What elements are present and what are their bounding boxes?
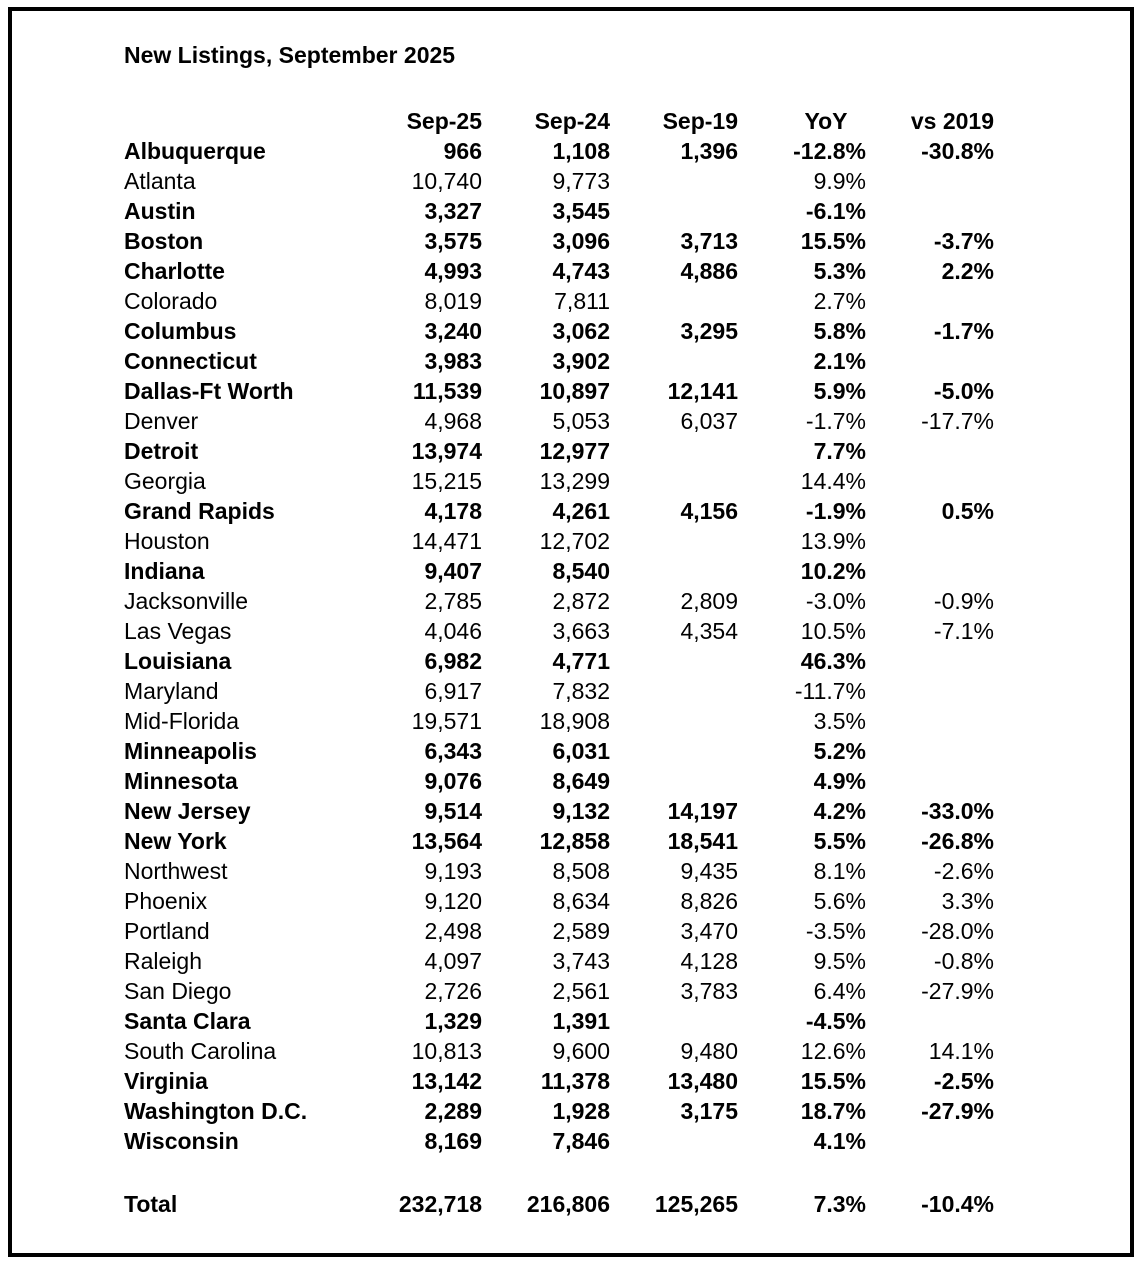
cell-yoy: 9.5% [813,948,866,974]
cell-sep-19: 1,396 [680,138,738,164]
cell-sep-19 [618,1126,738,1156]
cell-sep-24: 1,928 [552,1098,610,1124]
cell-vs-2019: -27.9% [921,1098,994,1124]
header-vs-2019: vs 2019 [910,108,994,134]
total-sep-24: 216,806 [526,1191,610,1217]
cell-vs-2019 [874,1006,994,1036]
cell-vs-2019: -3.7% [933,228,994,254]
cell-sep-25: 8,169 [424,1128,482,1154]
cell-sep-25: 3,240 [424,318,482,344]
cell-yoy: -1.7% [805,408,866,434]
cell-yoy: 18.7% [800,1098,866,1124]
table-row [0,826,1144,856]
row-market-name: Georgia [124,468,206,494]
cell-sep-24: 3,663 [552,618,610,644]
table-row [0,556,1144,586]
cell-vs-2019: -33.0% [921,798,994,824]
cell-sep-19 [618,736,738,766]
cell-sep-19: 3,783 [680,978,738,1004]
cell-sep-25: 2,289 [424,1098,482,1124]
table-row [0,616,1144,646]
cell-sep-19 [618,766,738,796]
cell-sep-25: 6,982 [424,648,482,674]
cell-sep-25: 1,329 [424,1008,482,1034]
cell-sep-24: 11,378 [540,1068,610,1094]
row-market-name: Raleigh [124,948,202,974]
cell-sep-25: 2,785 [424,588,482,614]
cell-yoy: -3.5% [805,918,866,944]
header-sep-19: Sep-19 [662,108,738,134]
cell-yoy: 4.9% [813,768,866,794]
cell-yoy: 12.6% [800,1038,866,1064]
cell-sep-25: 6,343 [424,738,482,764]
cell-sep-19: 2,809 [680,588,738,614]
table-row [0,886,1144,916]
cell-sep-24: 12,858 [539,828,610,854]
cell-sep-24: 1,108 [552,138,610,164]
table-row [0,916,1144,946]
row-market-name: Santa Clara [124,1008,251,1034]
cell-vs-2019: -2.6% [933,858,994,884]
cell-yoy: 46.3% [800,648,866,674]
cell-sep-25: 10,740 [411,168,482,194]
row-market-name: Indiana [124,558,205,584]
cell-sep-19 [618,436,738,466]
cell-sep-19: 3,470 [680,918,738,944]
cell-vs-2019 [874,706,994,736]
row-market-name: Louisiana [124,648,232,674]
cell-sep-19: 4,156 [680,498,738,524]
row-market-name: Mid-Florida [124,708,240,734]
table-row [0,1096,1144,1126]
cell-sep-25: 6,917 [424,678,482,704]
cell-sep-25: 3,327 [424,198,482,224]
table-row [0,376,1144,406]
cell-sep-19: 4,128 [680,948,738,974]
header-sep-25: Sep-25 [406,108,482,134]
cell-yoy: -6.1% [805,198,866,224]
cell-vs-2019: -2.5% [933,1068,994,1094]
cell-sep-19: 9,480 [680,1038,738,1064]
cell-vs-2019 [874,346,994,376]
row-market-name: Grand Rapids [124,498,275,524]
cell-sep-25: 4,046 [424,618,482,644]
table-row [0,436,1144,466]
row-market-name: Columbus [124,318,237,344]
cell-sep-19 [618,646,738,676]
row-market-name: Boston [124,228,204,254]
cell-sep-24: 8,540 [552,558,610,584]
cell-sep-24: 7,811 [554,288,610,314]
cell-sep-19 [618,1006,738,1036]
table-row [0,946,1144,976]
cell-sep-25: 11,539 [412,378,482,404]
cell-yoy: 10.5% [800,618,866,644]
cell-sep-25: 4,097 [424,948,482,974]
cell-sep-24: 9,132 [552,798,610,824]
cell-yoy: 6.4% [813,978,866,1004]
row-market-name: Northwest [124,858,228,884]
cell-vs-2019 [874,166,994,196]
cell-sep-24: 3,545 [552,198,610,224]
table-row [0,196,1144,226]
total-row [0,1189,1144,1219]
row-market-name: Jacksonville [124,588,248,614]
cell-sep-25: 13,142 [411,1068,482,1094]
cell-vs-2019: -27.9% [921,978,994,1004]
cell-sep-24: 13,299 [539,468,610,494]
cell-vs-2019 [874,526,994,556]
row-market-name: South Carolina [124,1038,277,1064]
cell-sep-25: 9,120 [424,888,482,914]
cell-sep-19 [618,286,738,316]
cell-sep-24: 9,773 [552,168,610,194]
cell-sep-19: 4,886 [680,258,738,284]
cell-sep-25: 8,019 [424,288,482,314]
cell-sep-19: 12,141 [667,378,738,404]
cell-vs-2019 [874,736,994,766]
cell-sep-24: 9,600 [552,1038,610,1064]
row-market-name: New Jersey [124,798,251,824]
cell-yoy: -4.5% [805,1008,866,1034]
cell-vs-2019 [874,676,994,706]
cell-vs-2019: 3.3% [941,888,994,914]
row-market-name: Houston [124,528,210,554]
cell-vs-2019: -0.8% [933,948,994,974]
cell-vs-2019 [874,766,994,796]
table-row [0,1006,1144,1036]
cell-sep-24: 4,771 [552,648,610,674]
row-market-name: Dallas-Ft Worth [124,378,294,404]
cell-yoy: 5.9% [813,378,866,404]
table-row [0,226,1144,256]
table-row [0,976,1144,1006]
cell-vs-2019: -0.9% [933,588,994,614]
cell-vs-2019 [874,196,994,226]
cell-sep-19 [618,346,738,376]
cell-sep-24: 2,561 [552,978,610,1004]
table-row [0,646,1144,676]
cell-yoy: -11.7% [794,678,866,704]
cell-yoy: 14.4% [800,468,866,494]
row-market-name: Washington D.C. [124,1098,308,1124]
cell-sep-19: 3,295 [680,318,738,344]
cell-vs-2019: -5.0% [933,378,994,404]
cell-yoy: 5.5% [813,828,866,854]
cell-sep-25: 2,498 [424,918,482,944]
table-row [0,256,1144,286]
cell-sep-19 [618,676,738,706]
table-row [0,526,1144,556]
cell-sep-19: 18,541 [667,828,738,854]
row-market-name: Colorado [124,288,218,314]
table-row [0,736,1144,766]
cell-vs-2019: -26.8% [921,828,994,854]
row-market-name: Maryland [124,678,219,704]
cell-sep-19 [618,526,738,556]
cell-vs-2019 [874,1126,994,1156]
header-row [0,106,1144,136]
cell-sep-25: 19,571 [411,708,482,734]
cell-yoy: 4.2% [813,798,866,824]
cell-yoy: -12.8% [793,138,866,164]
row-market-name: Virginia [124,1068,208,1094]
cell-vs-2019: -28.0% [921,918,994,944]
cell-sep-24: 6,031 [552,738,610,764]
cell-sep-24: 1,391 [552,1008,610,1034]
row-market-name: Minnesota [124,768,238,794]
table-row [0,166,1144,196]
cell-sep-24: 7,846 [552,1128,610,1154]
cell-vs-2019: 0.5% [941,498,994,524]
table-row [0,1066,1144,1096]
row-market-name: Phoenix [124,888,208,914]
cell-sep-24: 8,508 [552,858,610,884]
cell-sep-19: 4,354 [680,618,738,644]
cell-sep-24: 2,872 [552,588,610,614]
row-market-name: Detroit [124,438,199,464]
cell-sep-24: 3,902 [552,348,610,374]
table-row [0,346,1144,376]
row-market-name: Charlotte [124,258,225,284]
table-row [0,286,1144,316]
cell-sep-24: 8,649 [552,768,610,794]
cell-yoy: -1.9% [805,498,866,524]
cell-sep-25: 2,726 [424,978,482,1004]
cell-sep-24: 4,261 [552,498,610,524]
cell-sep-25: 4,178 [424,498,482,524]
cell-sep-19: 8,826 [680,888,738,914]
cell-yoy: 7.7% [813,438,866,464]
cell-sep-24: 3,062 [552,318,610,344]
table-row [0,586,1144,616]
cell-yoy: 2.1% [813,348,866,374]
cell-sep-24: 12,702 [539,528,610,554]
cell-yoy: 10.2% [800,558,866,584]
cell-sep-19 [618,706,738,736]
row-market-name: Albuquerque [124,138,266,164]
row-market-name: Portland [124,918,210,944]
cell-sep-24: 10,897 [539,378,610,404]
cell-yoy: 3.5% [813,708,866,734]
row-market-name: Wisconsin [124,1128,239,1154]
cell-sep-19 [618,556,738,586]
cell-vs-2019: -1.7% [933,318,994,344]
table-row [0,1126,1144,1156]
total-vs-2019: -10.4% [921,1191,994,1217]
cell-sep-19 [618,196,738,226]
row-market-name: San Diego [124,978,232,1004]
table-row [0,766,1144,796]
cell-yoy: 8.1% [813,858,866,884]
table-row [0,796,1144,826]
cell-sep-25: 13,974 [411,438,482,464]
row-market-name: New York [124,828,227,854]
row-market-name: Denver [124,408,199,434]
cell-sep-25: 9,407 [424,558,482,584]
cell-yoy: -3.0% [805,588,866,614]
cell-sep-19: 3,713 [680,228,738,254]
cell-sep-24: 18,908 [539,708,610,734]
cell-vs-2019 [874,646,994,676]
cell-sep-24: 7,832 [552,678,610,704]
cell-yoy: 15.5% [800,1068,866,1094]
table-row [0,1036,1144,1066]
total-sep-19: 125,265 [654,1191,738,1217]
cell-sep-25: 4,993 [424,258,482,284]
cell-sep-24: 3,096 [552,228,610,254]
cell-sep-24: 12,977 [539,438,610,464]
cell-sep-25: 966 [443,138,482,164]
total-label: Total [124,1191,178,1217]
cell-vs-2019: -30.8% [921,138,994,164]
cell-sep-25: 9,076 [424,768,482,794]
cell-sep-24: 8,634 [552,888,610,914]
cell-sep-19: 9,435 [680,858,738,884]
total-sep-25: 232,718 [398,1191,482,1217]
row-market-name: Connecticut [124,348,257,374]
cell-vs-2019: -7.1% [933,618,994,644]
cell-sep-19: 14,197 [667,798,738,824]
cell-sep-24: 5,053 [552,408,610,434]
cell-sep-19: 13,480 [667,1068,738,1094]
table-row [0,496,1144,526]
cell-vs-2019 [874,436,994,466]
cell-sep-19 [618,466,738,496]
cell-vs-2019: -17.7% [921,408,994,434]
cell-sep-25: 9,193 [424,858,482,884]
cell-yoy: 5.3% [813,258,866,284]
header-yoy: YoY [804,108,848,134]
cell-sep-25: 14,471 [411,528,482,554]
cell-sep-25: 3,575 [424,228,482,254]
header-sep-24: Sep-24 [534,108,610,134]
table-row [0,136,1144,166]
row-market-name: Austin [124,198,196,224]
cell-yoy: 15.5% [800,228,866,254]
cell-sep-24: 3,743 [552,948,610,974]
cell-vs-2019: 2.2% [941,258,994,284]
row-market-name: Atlanta [124,168,196,194]
cell-yoy: 4.1% [813,1128,866,1154]
cell-sep-24: 4,743 [552,258,610,284]
cell-sep-25: 3,983 [424,348,482,374]
cell-sep-25: 13,564 [411,828,482,854]
cell-sep-25: 10,813 [411,1038,482,1064]
table-row [0,706,1144,736]
row-market-name: Minneapolis [124,738,257,764]
cell-yoy: 5.8% [813,318,866,344]
row-market-name: Las Vegas [124,618,232,644]
cell-sep-25: 4,968 [424,408,482,434]
cell-sep-19: 6,037 [680,408,738,434]
cell-vs-2019 [874,466,994,496]
cell-sep-24: 2,589 [552,918,610,944]
cell-vs-2019: 14.1% [928,1038,994,1064]
cell-yoy: 2.7% [813,288,866,314]
total-yoy: 7.3% [813,1191,866,1217]
cell-sep-19: 3,175 [680,1098,738,1124]
cell-sep-25: 15,215 [411,468,482,494]
table-row [0,676,1144,706]
cell-vs-2019 [874,556,994,586]
cell-yoy: 9.9% [813,168,866,194]
table-row [0,406,1144,436]
cell-yoy: 5.6% [813,888,866,914]
cell-vs-2019 [874,286,994,316]
cell-sep-19 [618,166,738,196]
table-row [0,316,1144,346]
table-row [0,466,1144,496]
table-title: New Listings, September 2025 [124,42,456,68]
cell-yoy: 13.9% [800,528,866,554]
cell-sep-25: 9,514 [424,798,482,824]
table-row [0,856,1144,886]
cell-yoy: 5.2% [813,738,866,764]
